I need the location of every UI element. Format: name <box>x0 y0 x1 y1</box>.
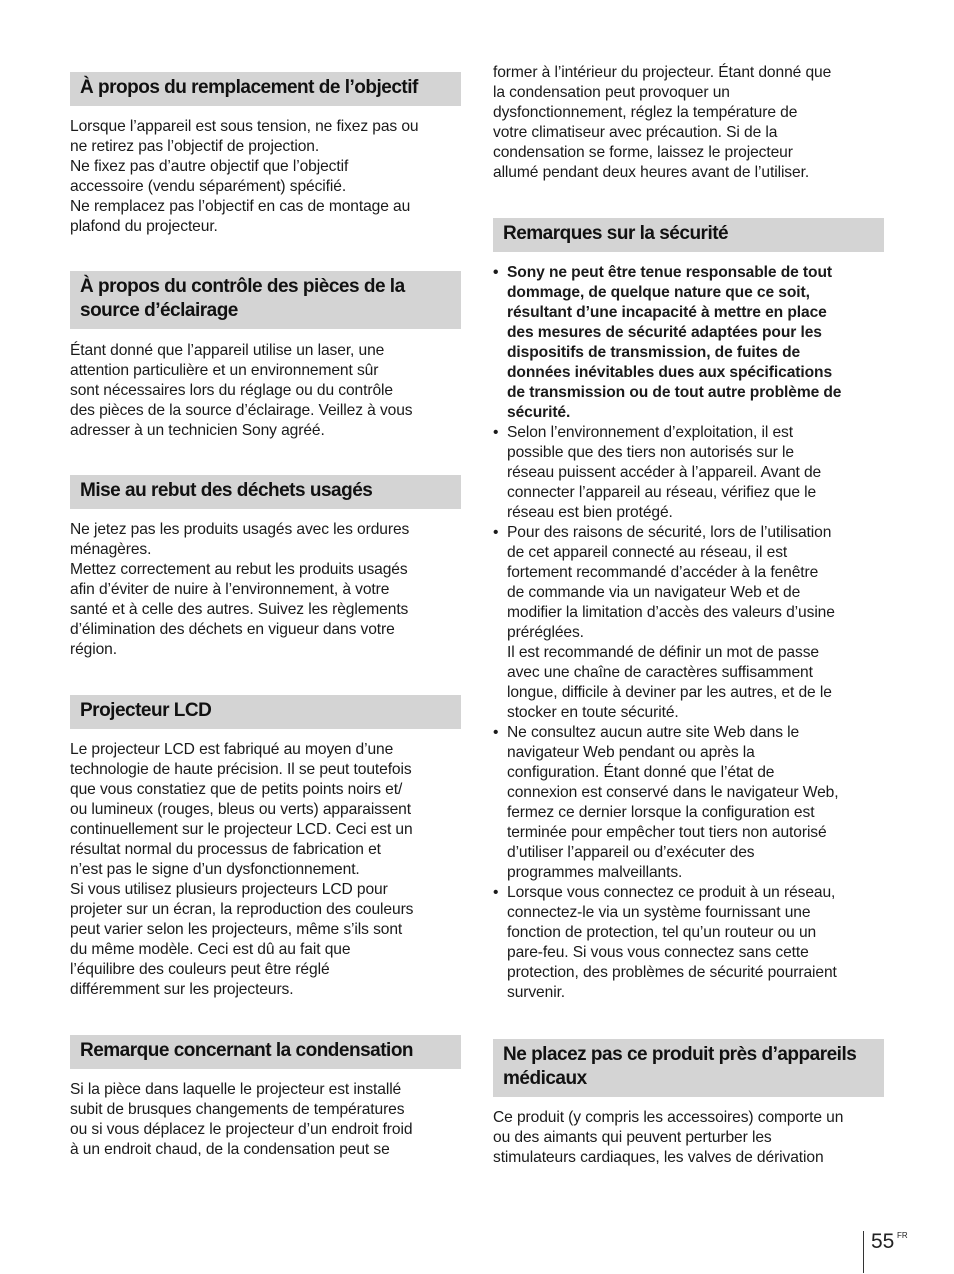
text-line: n’est pas le signe d’un dysfonctionnement. <box>70 861 360 878</box>
text-line: navigateur Web pendant ou après la <box>507 744 755 761</box>
text-line: Ne jetez pas les produits usagés avec les ordures <box>70 521 410 538</box>
text-line: votre climatiseur avec précaution. Si de la <box>493 124 778 141</box>
text-line: de transmission ou de tout autre problème de <box>507 384 842 401</box>
text-line: condensation se forme, laissez le projecteur <box>493 144 793 161</box>
text-line: réseau puissent accéder à l’appareil. Avant de <box>507 464 822 481</box>
text-line: d’utiliser l’appareil ou d’exécuter des <box>507 844 755 861</box>
text-line: • Sony ne peut être tenue responsable de tout <box>507 264 832 281</box>
text-line: à un endroit chaud, de la condensation peut se <box>70 1141 390 1158</box>
text-line: plafond du projecteur. <box>70 218 218 235</box>
section-body-securite <box>493 263 884 1003</box>
text-line: technologie de haute précision. Il se peut toutefois <box>70 761 412 778</box>
text-line: dysfonctionnement, réglez la température de <box>493 104 798 121</box>
text-line: subit de brusques changements de températures <box>70 1101 405 1118</box>
text-line: former à l’intérieur du projecteur. Étant donné que <box>493 64 832 81</box>
text-line: ne retirez pas l’objectif de projection. <box>70 138 320 155</box>
section-body-medicaux <box>493 1108 884 1168</box>
text-line: attention particulière et un environnement sûr <box>70 362 379 379</box>
bullet-item <box>493 883 884 1003</box>
text-line: la condensation peut provoquer un <box>493 84 730 101</box>
text-line: connecter l’appareil au réseau, vérifiez que le <box>507 484 817 501</box>
text-line: • Pour des raisons de sécurité, lors de l’utilisation <box>507 524 832 541</box>
text-line: d’élimination des déchets en vigueur dans votre <box>70 621 395 638</box>
text-line: sont nécessaires lors du réglage ou du contrôle <box>70 382 393 399</box>
section-heading-eclairage: À propos du contrôle des pièces de la source d’éclairage <box>70 271 461 329</box>
text-line: Ne fixez pas d’autre objectif que l’objectif <box>70 158 349 175</box>
text-line: Si vous utilisez plusieurs projecteurs LCD pour <box>70 881 388 898</box>
text-line: peut varier selon les projecteurs, même s’ils sont <box>70 921 403 938</box>
text-line: terminée pour empêcher tout tiers non autorisé <box>507 824 827 841</box>
text-line: projeter sur un écran, la reproduction des couleurs <box>70 901 414 918</box>
text-line: modifier la limitation d’accès des valeurs d’usine <box>507 604 835 621</box>
section-heading-medicaux: Ne placez pas ce produit près d’appareils médicaux <box>493 1039 884 1097</box>
text-line: différemment sur les projecteurs. <box>70 981 294 998</box>
text-line: ou lumineux (rouges, bleus ou verts) apparaissent <box>70 801 411 818</box>
language-code: FR <box>897 1231 908 1240</box>
text-line: protection, des problèmes de sécurité pourraient <box>507 964 837 981</box>
text-line: l’équilibre des couleurs peut être réglé <box>70 961 330 978</box>
text-line: stimulateurs cardiaques, les valves de dérivation <box>493 1149 824 1166</box>
text-line: Ce produit (y compris les accessoires) comporte un <box>493 1109 844 1126</box>
section-body-objectif <box>70 117 461 237</box>
text-line: des pièces de la source d’éclairage. Veillez à vous <box>70 402 413 419</box>
text-line: accessoire (vendu séparément) spécifié. <box>70 178 347 195</box>
text-line: de commande via un navigateur Web et de <box>507 584 801 601</box>
section-body-lcd <box>70 740 461 1000</box>
text-line: afin d’éviter de nuire à l’environnement, à votre <box>70 581 390 598</box>
text-line: Le projecteur LCD est fabriqué au moyen d’une <box>70 741 394 758</box>
text-line: programmes malveillants. <box>507 864 683 881</box>
text-line: ou des aimants qui peuvent perturber les <box>493 1129 772 1146</box>
text-line: résultat normal du processus de fabrication et <box>70 841 381 858</box>
text-line: configuration. Étant donné que l’état de <box>507 764 775 781</box>
text-line: survenir. <box>507 984 566 1001</box>
footer-divider <box>863 1231 864 1273</box>
text-line: connectez-le via un système fournissant une <box>507 904 811 921</box>
section-heading-objectif: À propos du remplacement de l’objectif <box>70 72 461 106</box>
section-body-condensation <box>70 1080 461 1160</box>
page-number: 55 <box>871 1230 895 1253</box>
text-line: adresser à un technicien Sony agréé. <box>70 422 325 439</box>
section-body-dechets <box>70 520 461 660</box>
text-line: fortement recommandé d’accéder à la fenêtre <box>507 564 819 581</box>
section-body-condensation-continued <box>493 63 884 183</box>
bullet-item <box>493 723 884 883</box>
text-line: ménagères. <box>70 541 152 558</box>
text-line: résultant d’une incapacité à mettre en place <box>507 304 827 321</box>
section-heading-lcd: Projecteur LCD <box>70 695 461 729</box>
text-line: Mettez correctement au rebut les produits usagés <box>70 561 408 578</box>
text-line: Il est recommandé de définir un mot de passe <box>507 644 819 661</box>
text-line: longue, difficile à deviner par les autres, et de le <box>507 684 832 701</box>
section-heading-securite: Remarques sur la sécurité <box>493 218 884 252</box>
text-line: réseau est bien protégé. <box>507 504 673 521</box>
text-line: que vous constatiez que de petits points noirs et/ <box>70 781 403 798</box>
section-heading-dechets: Mise au rebut des déchets usagés <box>70 475 461 509</box>
text-line: santé et à celle des autres. Suivez les règlements <box>70 601 409 618</box>
bullet-item <box>493 263 884 423</box>
text-line: région. <box>70 641 117 658</box>
section-body-eclairage <box>70 341 461 441</box>
text-line: Si la pièce dans laquelle le projecteur est installé <box>70 1081 402 1098</box>
text-line: dommage, de quelque nature que ce soit, <box>507 284 810 301</box>
text-line: dispositifs de transmission, de fuites de <box>507 344 801 361</box>
text-line: données inévitables dues aux spécifications <box>507 364 833 381</box>
text-line: pare-feu. Si vous vous connectez sans cette <box>507 944 809 961</box>
text-line: de cet appareil connecté au réseau, il est <box>507 544 788 561</box>
text-line: • Lorsque vous connectez ce produit à un réseau, <box>507 884 836 901</box>
text-line: préréglées. <box>507 624 584 641</box>
text-line: Ne remplacez pas l’objectif en cas de montage au <box>70 198 411 215</box>
text-line: connexion est conservé dans le navigateur Web, <box>507 784 839 801</box>
text-line: du même modèle. Ceci est dû au fait que <box>70 941 351 958</box>
bullet-item <box>493 423 884 523</box>
text-line: des mesures de sécurité adaptées pour les <box>507 324 822 341</box>
text-line: fonction de protection, tel qu’un routeur ou un <box>507 924 817 941</box>
text-line: continuellement sur le projecteur LCD. Ceci est un <box>70 821 413 838</box>
text-line: Étant donné que l’appareil utilise un laser, une <box>70 342 385 359</box>
text-line: stocker en toute sécurité. <box>507 704 679 721</box>
bullet-item <box>493 523 884 723</box>
text-line: Lorsque l’appareil est sous tension, ne fixez pas ou <box>70 118 419 135</box>
text-line: allumé pendant deux heures avant de l’utiliser. <box>493 164 810 181</box>
text-line: avec une chaîne de caractères suffisamment <box>507 664 813 681</box>
text-line: • Ne consultez aucun autre site Web dans le <box>507 724 800 741</box>
text-line: fermez ce dernier lorsque la configuration est <box>507 804 815 821</box>
text-line: • Selon l’environnement d’exploitation, il est <box>507 424 793 441</box>
security-bullet-list <box>493 263 884 1003</box>
text-line: sécurité. <box>507 404 571 421</box>
text-line: possible que des tiers non autorisés sur le <box>507 444 794 461</box>
text-line: ou si vous déplacez le projecteur d’un endroit froid <box>70 1121 413 1138</box>
section-heading-condensation: Remarque concernant la condensation <box>70 1035 461 1069</box>
